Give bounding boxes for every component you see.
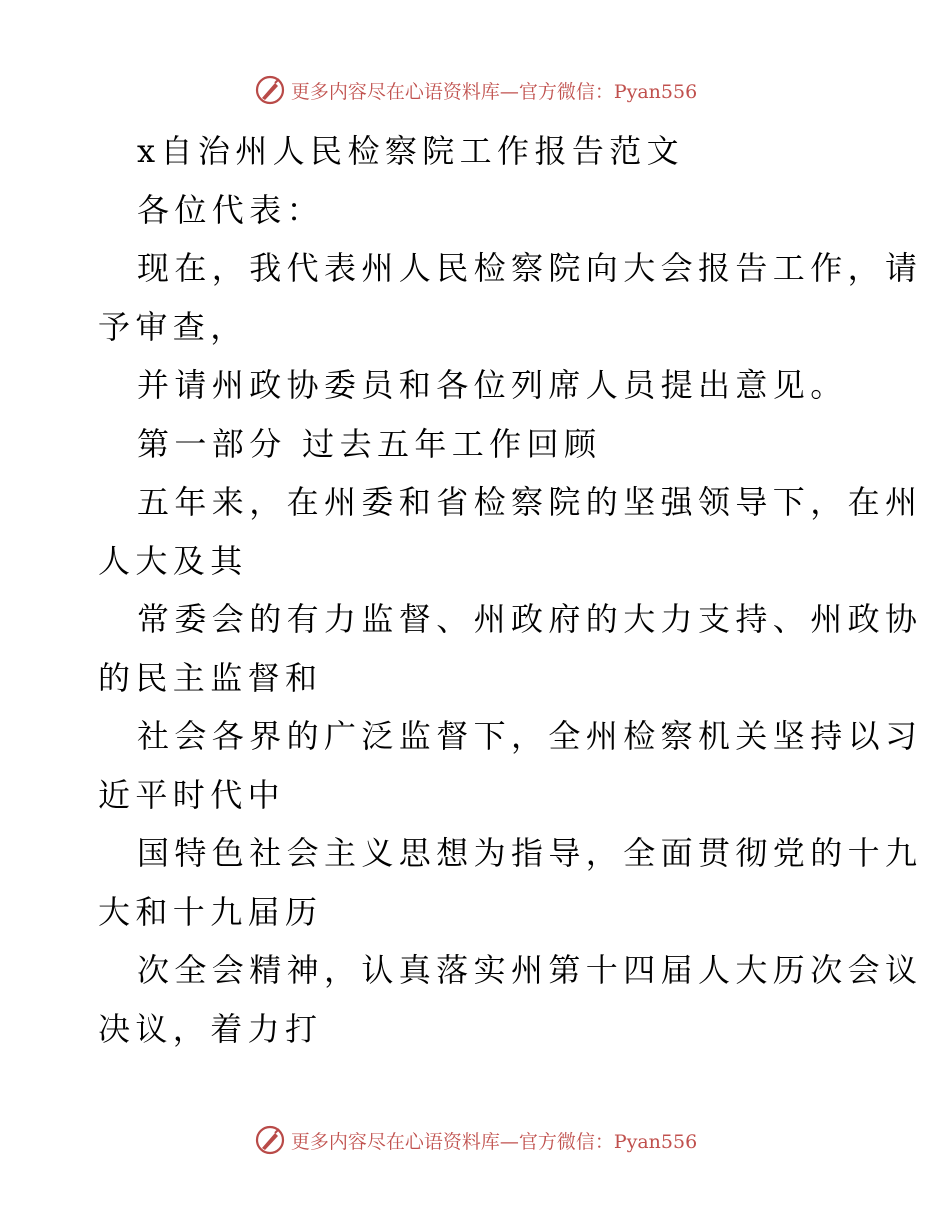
paragraph-line: 次全会精神，认真落实州第十四届人大历次会议 <box>137 951 923 989</box>
header-watermark <box>0 68 950 112</box>
paragraph-line: 决议，着力打 <box>98 1009 323 1048</box>
paragraph-line: 的民主监督和 <box>98 658 323 697</box>
salutation: 各位代表： <box>137 190 325 229</box>
pen-logo-icon <box>253 73 287 107</box>
paragraph-line: 现在，我代表州人民检察院向大会报告工作，请 <box>137 249 923 287</box>
paragraph-line: 常委会的有力监督、州政府的大力支持、州政协 <box>137 600 923 638</box>
paragraph-line: 国特色社会主义思想为指导，全面贯彻党的十九 <box>137 834 923 872</box>
document-title: x自治州人民检察院工作报告范文 <box>137 132 685 170</box>
section-heading: 第一部分 过去五年工作回顾 <box>137 424 602 463</box>
paragraph-line: 社会各界的广泛监督下，全州检察机关坚持以习 <box>137 717 923 755</box>
paragraph-line: 五年来，在州委和省检察院的坚强领导下，在州 <box>137 483 923 521</box>
footer-watermark <box>0 1118 950 1162</box>
banner-text: 更多内容尽在心语资料库—官方微信：Pyan556 <box>290 80 698 103</box>
document-body <box>98 122 923 1058</box>
banner-text: 更多内容尽在心语资料库—官方微信：Pyan556 <box>290 1130 698 1153</box>
paragraph-line: 予审查， <box>98 307 248 346</box>
paragraph-line: 大和十九届历 <box>98 892 323 931</box>
paragraph-line: 人大及其 <box>98 541 248 580</box>
paragraph-line: 并请州政协委员和各位列席人员提出意见。 <box>137 366 848 404</box>
paragraph-line: 近平时代中 <box>98 775 286 814</box>
pen-logo-icon <box>253 1123 287 1157</box>
